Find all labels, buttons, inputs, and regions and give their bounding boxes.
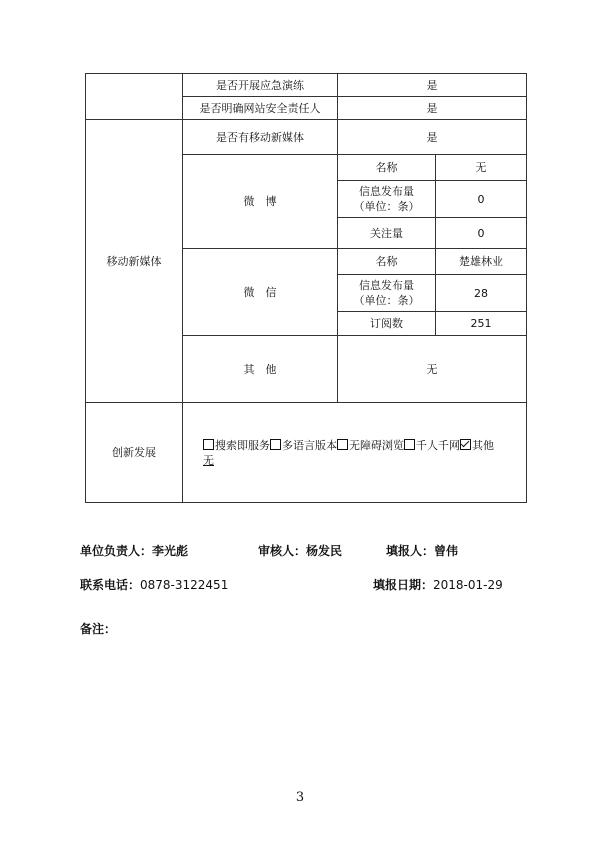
option-label: 多语言版本 <box>282 438 337 452</box>
reviewer <box>258 542 342 559</box>
phone-value: 0878-3122451 <box>140 578 229 592</box>
page-number: 3 <box>295 790 305 805</box>
weibo-name-value: 无 <box>436 155 527 181</box>
has-mobile-media-label: 是否有移动新媒体 <box>183 120 338 155</box>
option-accessibility <box>337 439 404 452</box>
reviewer-value: 杨发民 <box>306 544 343 558</box>
security-officer-label: 是否明确网站安全责任人 <box>183 97 338 120</box>
filler <box>386 542 458 559</box>
weibo-posts-value: 0 <box>436 181 527 218</box>
checkbox-icon <box>337 439 348 450</box>
other-media-label: 其 他 <box>183 336 338 403</box>
other-media-value: 无 <box>338 336 527 403</box>
weibo-followers-label: 关注量 <box>338 218 436 249</box>
blank-section-cell <box>86 74 183 120</box>
reviewer-label: 审核人： <box>258 544 307 558</box>
remarks-label: 备注： <box>80 622 117 636</box>
date-value: 2018-01-29 <box>433 578 503 592</box>
phone-label: 联系电话： <box>80 578 141 592</box>
option-label: 无障碍浏览 <box>349 438 404 452</box>
unit-head-value: 李光彪 <box>152 544 189 558</box>
wechat-name-label: 名称 <box>338 249 436 275</box>
drill-label: 是否开展应急演练 <box>183 74 338 97</box>
wechat-subscribers-label: 订阅数 <box>338 312 436 336</box>
wechat-posts-value: 28 <box>436 275 527 312</box>
checkbox-icon <box>270 439 281 450</box>
checked-checkbox-icon <box>460 439 471 450</box>
checkbox-icon <box>203 439 214 450</box>
weibo-label: 微 博 <box>183 155 338 249</box>
wechat-posts-label: 信息发布量 （单位：条） <box>338 275 436 312</box>
wechat-name-value: 楚雄林业 <box>436 249 527 275</box>
option-label: 其他 <box>472 438 494 452</box>
option-search-service <box>203 439 270 452</box>
weibo-name-label: 名称 <box>338 155 436 181</box>
filler-value: 曾伟 <box>434 544 459 558</box>
drill-value: 是 <box>338 74 527 97</box>
unit-head <box>80 542 188 559</box>
innovation-label: 创新发展 <box>86 403 183 503</box>
checkbox-icon <box>404 439 415 450</box>
wechat-label: 微 信 <box>183 249 338 336</box>
option-label: 千人千网 <box>416 438 460 452</box>
innovation-other-value: 无 <box>203 453 214 467</box>
innovation-options <box>183 403 527 503</box>
report-table <box>85 73 527 503</box>
weibo-followers-value: 0 <box>436 218 527 249</box>
weibo-posts-label: 信息发布量 （单位：条） <box>338 181 436 218</box>
unit-head-label: 单位负责人： <box>80 544 153 558</box>
wechat-subscribers-value: 251 <box>436 312 527 336</box>
option-label: 搜索即服务 <box>215 438 270 452</box>
contact-phone <box>80 576 228 593</box>
date-label: 填报日期： <box>373 578 434 592</box>
fill-date <box>373 576 503 593</box>
filler-label: 填报人： <box>386 544 435 558</box>
option-personalized <box>404 439 460 452</box>
option-other <box>460 439 494 452</box>
has-mobile-media-value: 是 <box>338 120 527 155</box>
option-multilingual <box>270 439 337 452</box>
security-officer-value: 是 <box>338 97 527 120</box>
mobile-media-section-label: 移动新媒体 <box>86 120 183 403</box>
